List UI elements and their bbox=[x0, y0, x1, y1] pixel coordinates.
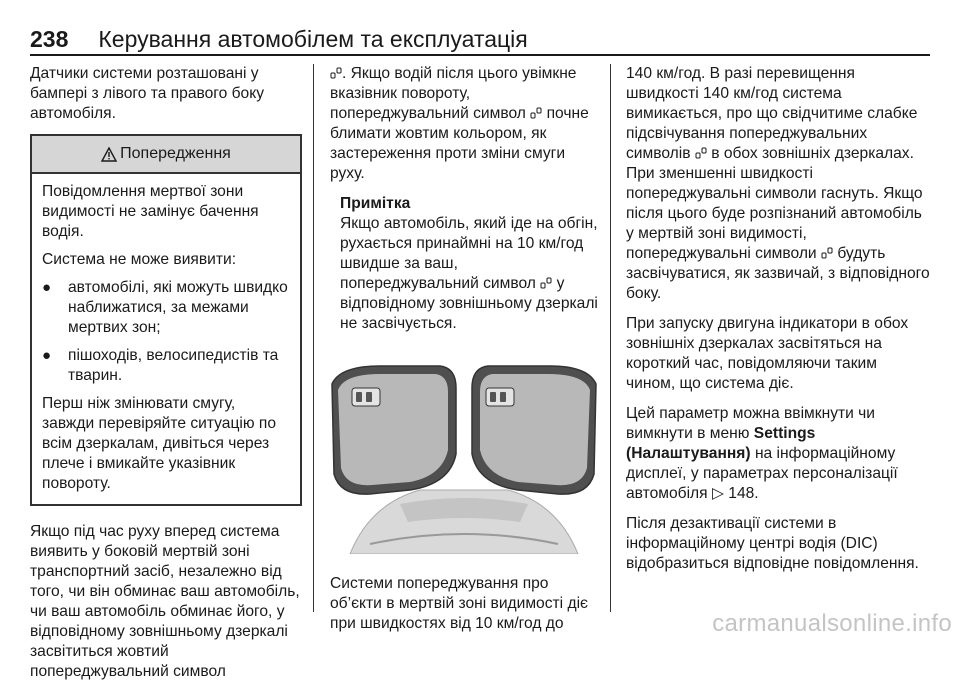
list-item-text: автомобілі, які можуть швидко наближатися, за межами мертвих зон; bbox=[68, 279, 288, 336]
page-title: Керування автомобілем та експлуатація bbox=[98, 26, 528, 52]
note-text: Якщо автомобіль, який іде на обгін, рухається принаймні на 10 км/год швидше за ваш, попереджувальний символ у відповідному зовнішньому дзеркалі не засвічується. bbox=[340, 215, 598, 332]
warning-text: Повідомлення мертвої зони видимості не замінує бачення водія. bbox=[42, 183, 259, 240]
list-item bbox=[42, 278, 290, 338]
page-header bbox=[30, 26, 528, 53]
blind-spot-warning-icon bbox=[530, 107, 542, 119]
body-paragraph: . Якщо водій після цього увімкне вказівник повороту, попереджувальний символ почне блимати жовтим кольором, як застереження проти зміни смуги руху. bbox=[330, 65, 589, 182]
header-divider bbox=[30, 54, 930, 56]
list-item bbox=[42, 346, 290, 386]
note-block bbox=[340, 194, 598, 334]
column-1 bbox=[30, 64, 302, 692]
intro-paragraph: Датчики системи розташовані у бампері з лівого та правого боку автомобіля. bbox=[30, 65, 265, 122]
column-3 bbox=[626, 64, 930, 584]
mirror-illustration bbox=[330, 354, 598, 554]
warning-box bbox=[30, 134, 302, 506]
blind-spot-warning-icon bbox=[330, 67, 342, 79]
blind-spot-warning-icon bbox=[695, 147, 707, 159]
body-paragraph: Цей параметр можна ввімкнути чи вимкнути в меню Settings (Налаштування) на інформаційному дисплеї, у параметрах персоналізації автомобіля ▷ 148. bbox=[626, 405, 898, 502]
bullet-icon: ● bbox=[42, 279, 52, 296]
bullet-icon: ● bbox=[42, 347, 52, 364]
note-title: Примітка bbox=[340, 195, 411, 212]
column-divider bbox=[313, 64, 314, 612]
warning-title: Попередження bbox=[120, 145, 231, 162]
watermark: carmanualsonline.info bbox=[712, 610, 952, 637]
figure-caption: Системи попереджування про об’єкти в мертвій зоні видимості діє при швидкостях від 10 км/год до bbox=[330, 575, 588, 632]
warning-text: Перш ніж змінювати смугу, завжди перевіряйте ситуацію по всім дзеркалам, дивіться через плече і вмикайте указівник повороту. bbox=[42, 395, 276, 492]
page-reference-arrow-icon: ▷ bbox=[711, 485, 724, 502]
warning-header bbox=[32, 136, 300, 174]
blind-spot-warning-icon bbox=[821, 247, 833, 259]
blind-spot-warning-icon bbox=[540, 277, 552, 289]
body-paragraph: При запуску двигуна індикатори в обох зовнішніх дзеркалах засвітяться на короткий час, повідомляючи таким чином, що система діє. bbox=[626, 315, 909, 392]
settings-menu-name: Settings (Налаштування) bbox=[626, 425, 816, 462]
body-paragraph: Після дезактивації системи в інформаційному центрі водія (DIC) відобразиться відповідне повідомлення. bbox=[626, 515, 919, 572]
warning-text: Система не може виявити: bbox=[42, 251, 237, 268]
page-reference-link[interactable]: 148. bbox=[728, 485, 759, 502]
body-paragraph: Якщо під час руху вперед система виявить у боковій мертвій зоні транспортний засіб, незалежно від того, чи він обминає ваш автомобіль, чи ваш автомобіль обминає його, у відповідному зовнішньому дзеркалі засвітиться жовтий попереджувальний символ bbox=[30, 523, 300, 680]
list-item-text: пішоходів, велосипедистів та тварин. bbox=[68, 347, 279, 384]
warning-body bbox=[32, 174, 300, 504]
page-number: 238 bbox=[30, 26, 69, 52]
column-divider bbox=[610, 64, 611, 612]
body-paragraph: 140 км/год. В разі перевищення швидкості 140 км/год система вимикається, про що свідчитиме слабке підсвічування попереджувальних символів в обох зовнішніх дзеркалах. При зменшенні швидкості попереджувальні символи гаснуть. Якщо після цього буде розпізнаний автомобіль у мертвій зоні видимості, попереджувальні символи будуть засвічуватися, як зазвичай, з відповідного боку. bbox=[626, 65, 930, 302]
warning-triangle-icon bbox=[101, 147, 117, 162]
column-2 bbox=[330, 64, 598, 644]
